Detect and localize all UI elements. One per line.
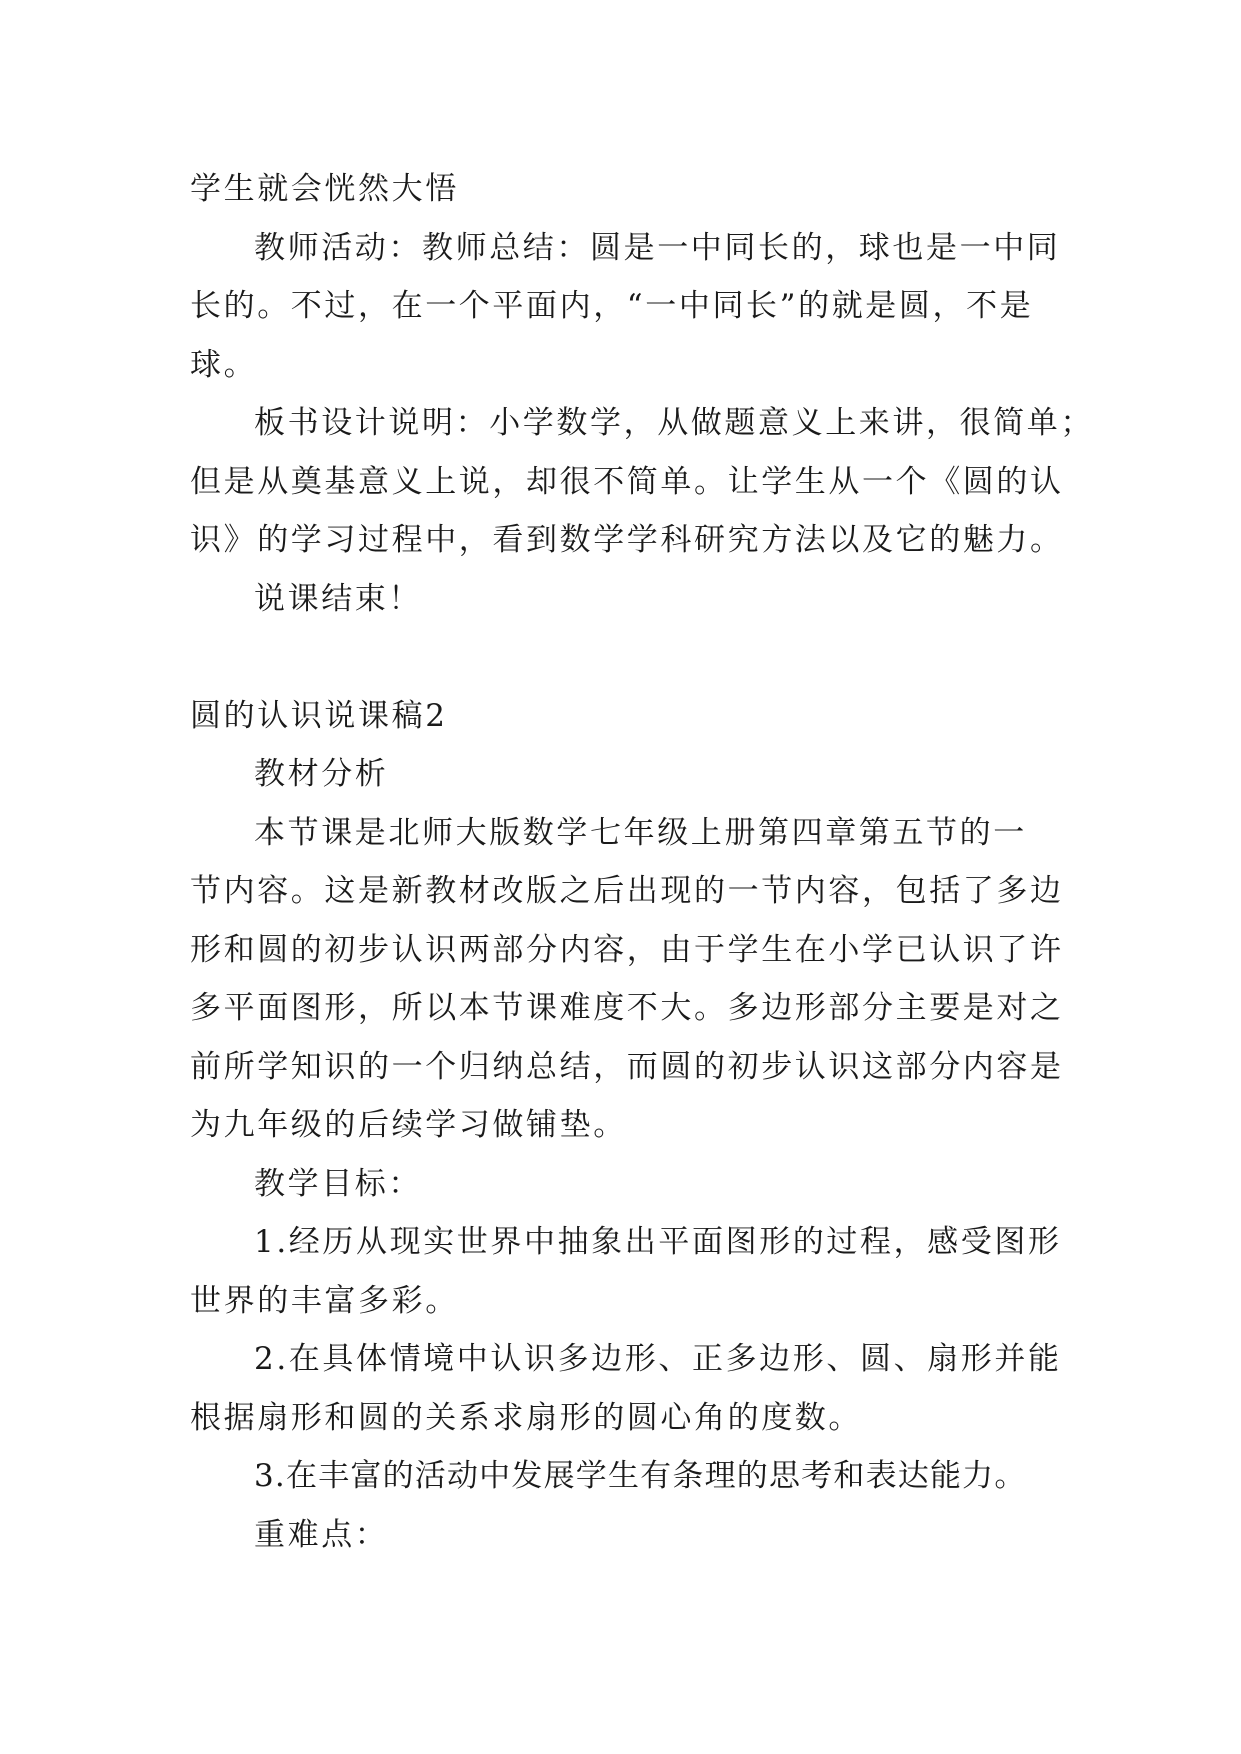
blank-line (190, 628, 1060, 687)
text-line: 形和圆的初步认识两部分内容，由于学生在小学已认识了许 (190, 931, 1064, 968)
text-line: 识》的学习过程中，看到数学学科研究方法以及它的魅力。 (190, 522, 1064, 558)
text-line: 多平面图形，所以本节课难度不大。多边形部分主要是对之 (190, 990, 1064, 1026)
text-line: 长的。不过，在一个平面内，“一中同长”的就是圆，不是 (190, 288, 1034, 324)
text-line: 说课结束！ (254, 580, 422, 617)
section-heading: 教学目标： (254, 1165, 422, 1202)
text-line: 根据扇形和圆的关系求扇形的圆心角的度数。 (190, 1399, 862, 1436)
document-body (190, 160, 1094, 1564)
section-heading: 教材分析 (254, 756, 389, 792)
list-item: 2.在具体情境中认识多边形、正多边形、圆、扇形并能 (254, 1341, 1062, 1377)
text-line: 前所学知识的一个归纳总结，而圆的初步认识这部分内容是 (190, 1048, 1064, 1085)
text-line: 世界的丰富多彩。 (190, 1282, 459, 1319)
text-line: 学生就会恍然大悟 (190, 171, 459, 207)
text-line: 但是从奠基意义上说，却很不简单。让学生从一个《圆的认 (190, 463, 1064, 500)
text-line: 板书设计说明：小学数学，从做题意义上来讲，很简单； (254, 405, 1094, 441)
list-item: 3.在丰富的活动中发展学生有条理的思考和表达能力。 (254, 1458, 1027, 1494)
text-line: 节内容。这是新教材改版之后出现的一节内容，包括了多边 (190, 873, 1064, 909)
text-line: 为九年级的后续学习做铺垫。 (190, 1107, 627, 1143)
list-item: 1.经历从现实世界中抽象出平面图形的过程，感受图形 (254, 1224, 1062, 1260)
text-line: 教师活动：教师总结：圆是一中同长的，球也是一中同 (254, 229, 1061, 266)
text-line: 球。 (190, 346, 258, 383)
text-line: 本节课是北师大版数学七年级上册第四章第五节的一 (254, 814, 1027, 851)
section-heading: 重难点： (254, 1516, 389, 1553)
section-title: 圆的认识说课稿2 (190, 697, 448, 734)
